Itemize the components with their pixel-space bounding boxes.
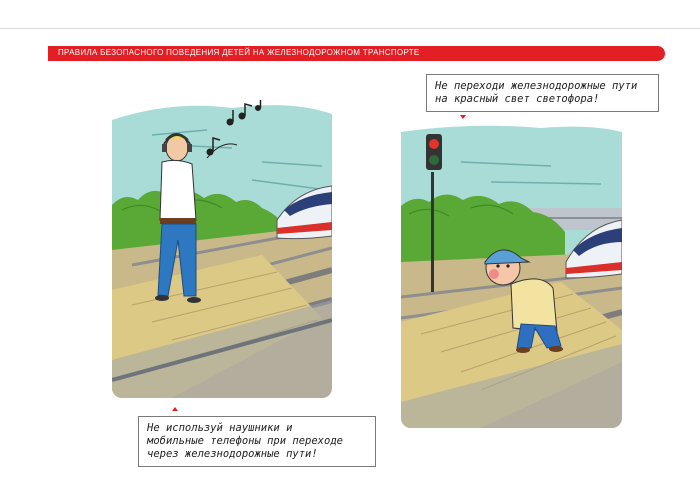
caption-line: Не переходи железнодорожные пути (435, 80, 638, 92)
caption-line: через железнодорожные пути! (147, 448, 318, 460)
illustration-traffic-light-scene (401, 122, 622, 428)
caption-headphones (138, 416, 376, 467)
caption-traffic-light (426, 74, 659, 112)
caption-pointer (172, 407, 178, 411)
illustration-headphones (112, 100, 332, 398)
caption-pointer (460, 115, 466, 119)
header-banner (48, 46, 665, 61)
top-divider (0, 28, 700, 29)
caption-line: мобильные телефоны при переходе (147, 435, 343, 447)
banner-title: ПРАВИЛА БЕЗОПАСНОГО ПОВЕДЕНИЯ ДЕТЕЙ НА ЖЕЛЕЗНОДОРОЖНОМ ТРАНСПОРТЕ (58, 48, 420, 57)
caption-line: Не используй наушники и (147, 422, 293, 434)
illustration-headphones-scene (112, 100, 332, 398)
illustration-traffic-light (401, 122, 622, 428)
caption-line: на красный свет светофора! (435, 93, 600, 105)
